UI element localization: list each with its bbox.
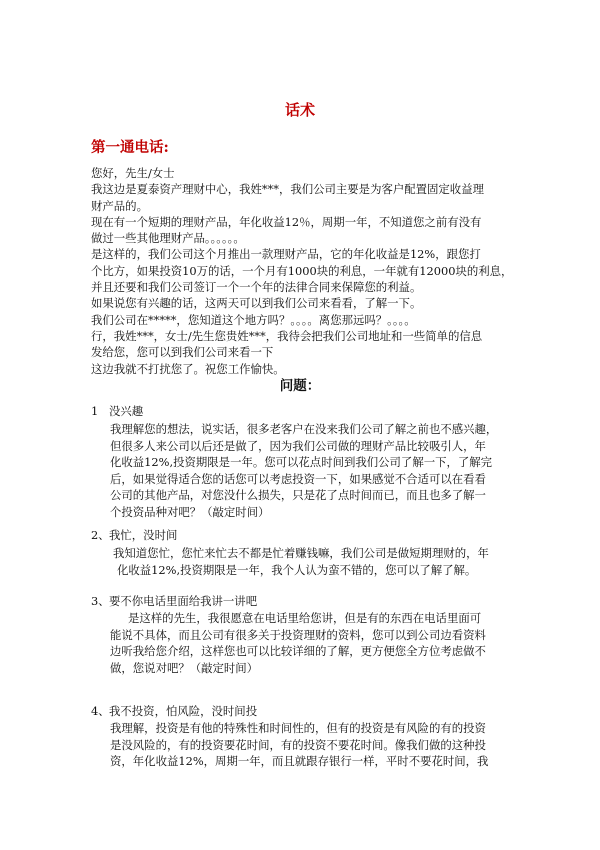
- answer-line: 是这样的先生，我很愿意在电话里给您讲，但是有的东西在电话里面可: [128, 611, 482, 625]
- question-title: [91, 527, 177, 543]
- question-number: 3、: [91, 594, 110, 608]
- script-line: 我这边是夏泰资产理财中心，我姓***，我们公司主要是为客户配置固定收益理: [91, 182, 484, 197]
- answer-line: 后，如果觉得适合您的话您可以考虑投资一下，如果感觉不合适可以在看看: [110, 471, 486, 486]
- question-title-text: 我忙，没时间: [109, 528, 178, 542]
- question-title-text: 没兴趣: [109, 404, 144, 418]
- page-title: 话术: [284, 101, 315, 119]
- script-line: 行，我姓***，女士/先生您贵姓***，我待会把我们公司地址和一些简单的信息: [91, 328, 483, 343]
- question-answer: [110, 421, 535, 521]
- question-number: 2、: [91, 528, 110, 542]
- answer-line: 公司的其他产品，对您没什么损失，只是花了点时间而已，而且也多了解一: [110, 488, 486, 503]
- question-answer: [110, 720, 535, 770]
- answer-line: 做，您说对吧？（敲定时间）: [110, 660, 259, 675]
- question-title: [91, 403, 143, 419]
- question-title: [91, 703, 257, 719]
- script-line: 现在有一个短期的理财产品，年化收益12％，周期一年，不知道您之前有没有: [91, 214, 482, 229]
- answer-line: 我理解您的想法，说实话，很多老客户在没来我们公司了解之前也不感兴趣，: [110, 422, 498, 436]
- answer-line: 我知道您忙，您忙来忙去不都是忙着赚钱嘛，我们公司是做短期理财的，年: [113, 546, 489, 560]
- answer-line: 是没风险的，有的投资要花时间，有的投资不要花时间。像我们做的这种投: [110, 737, 486, 752]
- answer-line: 但很多人来公司以后还是做了，因为我们公司做的理财产品比较吸引人，年: [110, 438, 486, 453]
- script-line: 财产品的。: [91, 198, 148, 213]
- question-title-text: 要不你电话里面给我讲一讲吧: [109, 594, 258, 608]
- answer-line: 资，年化收益12%，周期一年，而且就跟存银行一样，平时不要花时间，我: [110, 754, 489, 769]
- answer-line: 化收益12%,投资期限是一年。您可以花点时间到我们公司了解一下，了解完: [110, 455, 493, 470]
- answer-line: 边听我给您介绍，这样您也可以比较详细的了解，更方便您全方位考虑做不: [110, 644, 486, 659]
- questions-heading: 问题：: [279, 378, 321, 394]
- script-line: 您好，先生/女士: [91, 166, 175, 180]
- question-number: 1: [91, 404, 99, 418]
- first-call-heading: 第一通电话:: [91, 139, 169, 156]
- answer-line: 能说不具体，而且公司有很多关于投资理财的资料，您可以到公司边看资料: [110, 627, 486, 642]
- question-number: 4、: [91, 704, 110, 718]
- script-line: 并且还要和我们公司签订一个一个年的法律合同来保障您的利益。: [91, 280, 422, 295]
- script-line: 这边我就不打扰您了。祝您工作愉快。: [91, 361, 285, 376]
- script-line: 我们公司在*****，您知道这个地方吗？。。。。离您那远吗？。。。。: [91, 312, 416, 327]
- first-call-script: [91, 165, 521, 377]
- answer-line: 我理解，投资是有他的特殊性和时间性的，但有的投资是有风险的有的投资: [110, 721, 486, 735]
- answer-line: 化收益12%,投资期限是一年，我个人认为蛮不错的，您可以了解了解。: [117, 562, 477, 577]
- question-title: [91, 593, 257, 609]
- script-line: 发给您，您可以到我们公司来看一下: [91, 345, 274, 360]
- script-line: 个比方，如果投资10万的话，一个月有1000块的利息，一年就有12000块的利息，: [91, 263, 513, 278]
- script-line: 做过一些其他理财产品。。。。。。: [91, 231, 245, 246]
- question-title-text: 我不投资，怕风险，没时间投: [109, 704, 258, 718]
- question-answer: [110, 610, 535, 676]
- script-line: 是这样的，我们公司这个月推出一款理财产品，它的年化收益是12%，跟您打: [91, 247, 481, 262]
- answer-line: 个投资品种对吧？（敲定时间）: [110, 504, 270, 519]
- script-line: 如果说您有兴趣的话，这两天可以到我们公司来看看，了解一下。: [91, 296, 422, 311]
- question-answer: [113, 545, 538, 578]
